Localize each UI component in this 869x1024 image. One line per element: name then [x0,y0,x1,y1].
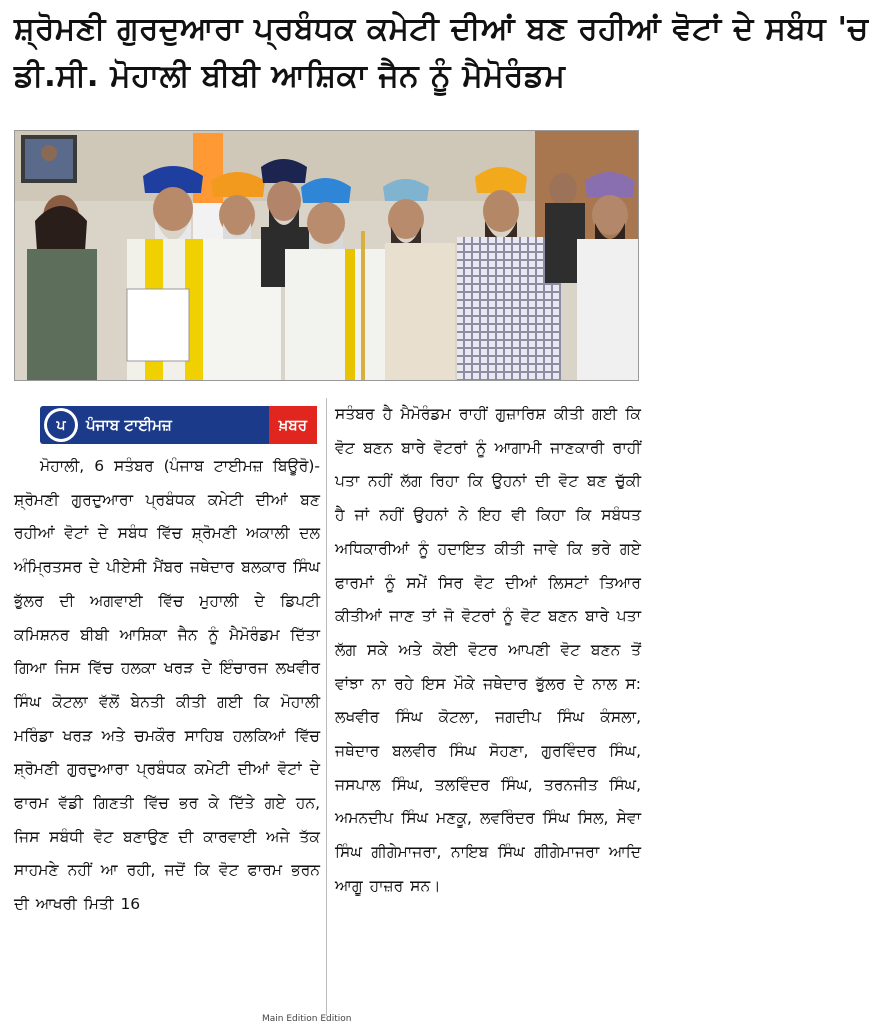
edition-label: Main Edition Edition [262,1014,352,1024]
headline-line-2: ਡੀ.ਸੀ. ਮੋਹਾਲੀ ਬੀਬੀ ਆਸ਼ਿਕਾ ਜੈਨ ਨੂੰ ਮੈਮੋਰੰਡਮ [14,58,566,94]
article-column-left [14,450,320,922]
punjab-times-logo-icon [44,408,78,442]
masthead-tag: ਖ਼ਬਰ [269,406,317,444]
article-left-text: ਮੋਹਾਲੀ, 6 ਸਤੰਬਰ (ਪੰਜਾਬ ਟਾਈਮਜ਼ ਬਿਊਰੋ)- ਸ਼੍ਰੋਮਣੀ ਗੁਰਦੁਆਰਾ ਪ੍ਰਬੰਧਕ ਕਮੇਟੀ ਦੀਆਂ ਬਣ ਰਹੀਆਂ ਵੋਟਾਂ ਦੇ ਸਬੰਧ ਵਿੱਚ ਸ਼੍ਰੋਮਣੀ ਅਕਾਲੀ ਦਲ ਅੰਮ੍ਰਿਤਸਰ ਦੇ ਪੀਏਸੀ ਮੈਂਬਰ ਜਥੇਦਾਰ ਬਲਕਾਰ ਸਿੰਘ ਭੁੱਲਰ ਦੀ ਅਗਵਾਈ ਵਿੱਚ ਮੁਹਾਲੀ ਦੇ ਡਿਪਟੀ ਕਮਿਸ਼ਨਰ ਬੀਬੀ ਆਸ਼ਿਕਾ ਜੈਨ ਨੂੰ ਮੈਮੋਰੰਡਮ ਦਿੱਤਾ ਗਿਆ ਜਿਸ ਵਿੱਚ ਹਲਕਾ ਖਰੜ ਦੇ ਇੰਚਾਰਜ ਲਖਵੀਰ ਸਿੰਘ ਕੋਟਲਾ ਵੱਲੋਂ ਬੇਨਤੀ ਕੀਤੀ ਗਈ ਕਿ ਮੋਹਾਲੀ ਮਰਿੰਡਾ ਖਰੜ ਅਤੇ ਚਮਕੌਰ ਸਾਹਿਬ ਹਲਕਿਆਂ ਵਿੱਚ ਸ਼੍ਰੋਮਣੀ ਗੁਰਦੁਆਰਾ ਪ੍ਰਬੰਧਕ ਕਮੇਟੀ ਦੀਆਂ ਵੋਟਾਂ ਦੇ ਫਾਰਮ ਵੱਡੀ ਗਿਣਤੀ ਵਿੱਚ ਭਰ ਕੇ ਦਿੱਤੇ ਗਏ ਹਨ, ਜਿਸ ਸਬੰਧੀ ਵੋਟ ਬਣਾਉਣ ਦੀ ਕਾਰਵਾਈ ਅਜੇ ਤੱਕ ਸਾਹਮਣੇ ਨਹੀਂ ਆ ਰਹੀ, ਜਦੋਂ ਕਿ ਵੋਟ ਫਾਰਮ ਭਰਨ ਦੀ ਆਖਰੀ ਮਿਤੀ 16 [14,457,320,914]
section-masthead [40,406,317,444]
column-divider [326,398,327,1016]
headline [14,6,869,100]
headline-line-1: ਸ਼੍ਰੋਮਣੀ ਗੁਰਦੁਆਰਾ ਪ੍ਰਬੰਧਕ ਕਮੇਟੀ ਦੀਆਂ ਬਣ ਰਹੀਆਂ ਵੋਟਾਂ ਦੇ ਸਬੰਧ 'ਚ [14,11,869,47]
svg-text:ਪ: ਪ [56,418,66,434]
news-photo [14,130,639,381]
masthead-brand: ਪੰਜਾਬ ਟਾਈਮਜ਼ [86,416,172,434]
article-right-text: ਸਤੰਬਰ ਹੈ ਮੈਮੋਰੰਡਮ ਰਾਹੀਂ ਗੁਜ਼ਾਰਿਸ਼ ਕੀਤੀ ਗਈ ਕਿ ਵੋਟ ਬਣਨ ਬਾਰੇ ਵੋਟਰਾਂ ਨੂੰ ਆਗਾਮੀ ਜਾਣਕਾਰੀ ਰਾਹੀਂ ਪਤਾ ਨਹੀਂ ਲੱਗ ਰਿਹਾ ਕਿ ਉਹਨਾਂ ਦੀ ਵੋਟ ਬਣ ਚੁੱਕੀ ਹੈ ਜਾਂ ਨਹੀਂ ਉਹਨਾਂ ਨੇ ਇਹ ਵੀ ਕਿਹਾ ਕਿ ਸਬੰਧਤ ਅਧਿਕਾਰੀਆਂ ਨੂੰ ਹਦਾਇਤ ਕੀਤੀ ਜਾਵੇ ਕਿ ਭਰੇ ਗਏ ਫਾਰਮਾਂ ਨੂੰ ਸਮੇਂ ਸਿਰ ਵੋਟ ਦੀਆਂ ਲਿਸਟਾਂ ਤਿਆਰ ਕੀਤੀਆਂ ਜਾਣ ਤਾਂ ਜੋ ਵੋਟਰਾਂ ਨੂੰ ਵੋਟ ਬਣਨ ਬਾਰੇ ਪਤਾ ਲੱਗ ਸਕੇ ਅਤੇ ਕੋਈ ਵੋਟਰ ਆਪਣੀ ਵੋਟ ਬਣਨ ਤੋਂ ਵਾਂਝਾ ਨਾ ਰਹੇ ਇਸ ਮੌਕੇ ਜਥੇਦਾਰ ਭੁੱਲਰ ਦੇ ਨਾਲ ਸ: ਲਖਵੀਰ ਸਿੰਘ ਕੋਟਲਾ, ਜਗਦੀਪ ਸਿੰਘ ਕੰਸਲਾ, ਜਥੇਦਾਰ ਬਲਵੀਰ ਸਿੰਘ ਸੋਹਣਾ, ਗੁਰਵਿੰਦਰ ਸਿੰਘ, ਜਸਪਾਲ ਸਿੰਘ, ਤਲਵਿੰਦਰ ਸਿੰਘ, ਤਰਨਜੀਤ ਸਿੰਘ, ਅਮਨਦੀਪ ਸਿੰਘ ਮਣਕੂ, ਲਵਰਿੰਦਰ ਸਿੰਘ ਸਿਲ, ਸੇਵਾ ਸਿੰਘ ਗੀਗੇਮਾਜਰਾ, ਨਾਇਬ ਸਿੰਘ ਗੀਗੇਮਾਜਰਾ ਆਦਿ ਆਗੂ ਹਾਜ਼ਰ ਸਨ। [335,405,641,895]
news-photo-illustration [15,131,638,380]
article-column-right [335,398,641,904]
